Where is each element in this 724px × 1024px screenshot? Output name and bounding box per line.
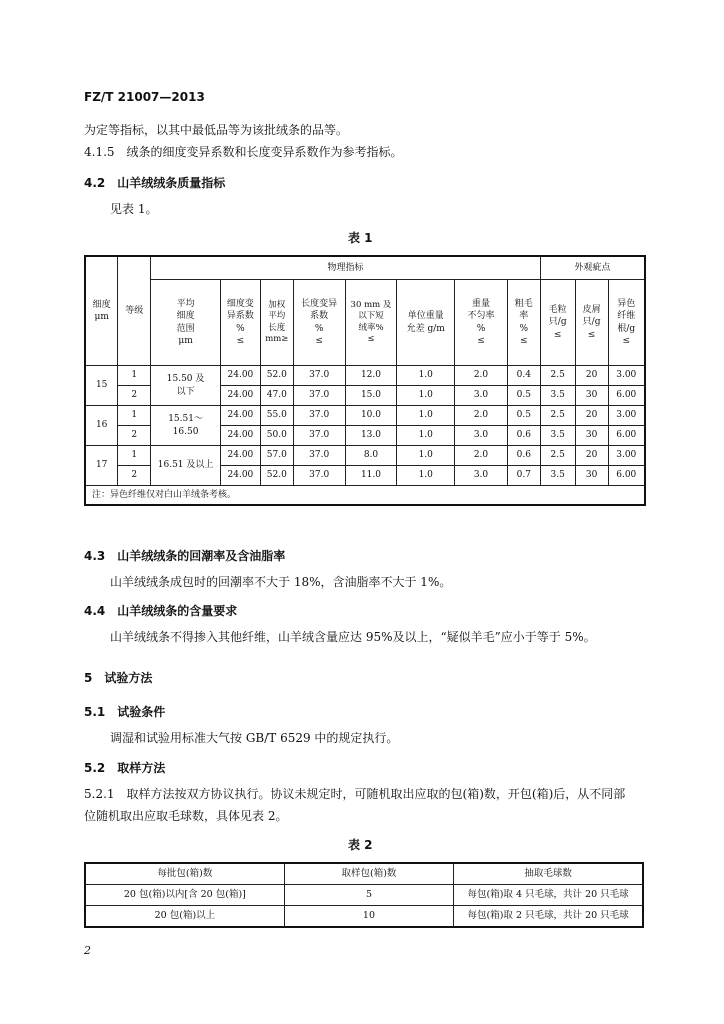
value-cell: 24.00 (220, 386, 260, 406)
value-cell: 2.5 (540, 446, 575, 466)
header-neps: 毛粒 只/g ≤ (540, 280, 575, 366)
paragraph-continuation: 为定等指标，以其中最低品等为该批绒条的品等。 (84, 123, 349, 137)
header-weight-unevenness: 重量 不匀率 % ≤ (455, 280, 508, 366)
value-cell: 52.0 (260, 466, 293, 486)
table2-cell: 每包(箱)取 4 只毛球，共计 20 只毛球 (454, 885, 643, 906)
value-cell: 3.0 (455, 386, 508, 406)
value-cell: 57.0 (260, 446, 293, 466)
value-cell: 1.0 (397, 406, 455, 426)
standard-code: FZ/T 21007—2013 (84, 90, 205, 104)
value-cell: 3.5 (540, 426, 575, 446)
value-cell: 24.00 (220, 406, 260, 426)
value-cell: 6.00 (608, 426, 645, 446)
value-cell: 10.0 (345, 406, 397, 426)
header-grade: 等级 (118, 256, 151, 366)
value-cell: 37.0 (293, 426, 345, 446)
value-cell: 1.0 (397, 366, 455, 386)
value-cell: 1.0 (397, 386, 455, 406)
clause-4-4-title: 4.4 山羊绒绒条的含量要求 (84, 604, 238, 618)
grade-cell: 1 (118, 446, 151, 466)
value-cell: 24.00 (220, 466, 260, 486)
table-2 (84, 862, 644, 928)
fineness-range-cell: 15.51～ 16.50 (151, 406, 221, 446)
value-cell: 3.5 (540, 386, 575, 406)
value-cell: 37.0 (293, 366, 345, 386)
value-cell: 1.0 (397, 426, 455, 446)
table2-cell: 每包(箱)取 2 只毛球，共计 20 只毛球 (454, 906, 643, 928)
grade-cell: 1 (118, 406, 151, 426)
value-cell: 1.0 (397, 446, 455, 466)
clause-5-2-1-line2: 位随机取出应取毛球数，具体见表 2。 (84, 809, 288, 823)
section-5-title: 5 试验方法 (84, 671, 153, 685)
value-cell: 2.0 (455, 446, 508, 466)
table2-cell: 10 (284, 906, 453, 928)
grade-cell: 1 (118, 366, 151, 386)
table2-caption: 表 2 (348, 838, 373, 852)
page-number: 2 (84, 944, 91, 957)
value-cell: 47.0 (260, 386, 293, 406)
value-cell: 6.00 (608, 466, 645, 486)
header-appearance-defects: 外观疵点 (540, 256, 645, 280)
value-cell: 0.4 (507, 366, 540, 386)
value-cell: 3.00 (608, 406, 645, 426)
clause-4-3-body: 山羊绒绒条成包时的回潮率不大于 18%，含油脂率不大于 1%。 (110, 575, 452, 589)
fineness-group-label: 16 (85, 406, 118, 446)
header-physical-indicators: 物理指标 (151, 256, 541, 280)
value-cell: 55.0 (260, 406, 293, 426)
value-cell: 0.5 (507, 406, 540, 426)
value-cell: 50.0 (260, 426, 293, 446)
value-cell: 8.0 (345, 446, 397, 466)
value-cell: 24.00 (220, 426, 260, 446)
clause-4-2-title: 4.2 山羊绒绒条质量指标 (84, 176, 226, 190)
header-unit-weight-tolerance: 单位重量 允差 g/m (397, 280, 455, 366)
value-cell: 20 (575, 366, 608, 386)
clause-4-1-5: 4.1.5 绒条的细度变异系数和长度变异系数作为参考指标。 (84, 145, 403, 159)
clause-5-1-body: 调湿和试验用标准大气按 GB/T 6529 中的规定执行。 (110, 731, 399, 745)
clause-4-4-body: 山羊绒绒条不得掺入其他纤维，山羊绒含量应达 95%及以上，“疑似羊毛”应小于等于 5%。 (110, 630, 596, 644)
value-cell: 15.0 (345, 386, 397, 406)
header-weighted-length: 加权 平均 长度 mm≥ (260, 280, 293, 366)
value-cell: 20 (575, 406, 608, 426)
value-cell: 2.5 (540, 366, 575, 386)
value-cell: 52.0 (260, 366, 293, 386)
value-cell: 11.0 (345, 466, 397, 486)
value-cell: 3.0 (455, 426, 508, 446)
value-cell: 30 (575, 466, 608, 486)
value-cell: 20 (575, 446, 608, 466)
header-avg-fineness: 平均 细度 范围 μm (151, 280, 221, 366)
table2-cell: 20 包(箱)以上 (85, 906, 284, 928)
table2-header-batch-count: 每批包(箱)数 (85, 863, 284, 885)
value-cell: 3.5 (540, 466, 575, 486)
header-skin-flakes: 皮屑 只/g ≤ (575, 280, 608, 366)
value-cell: 2.0 (455, 366, 508, 386)
grade-cell: 2 (118, 386, 151, 406)
header-fineness-cv: 细度变 异系数 % ≤ (220, 280, 260, 366)
fineness-group-label: 15 (85, 366, 118, 406)
fineness-group-label: 17 (85, 446, 118, 486)
value-cell: 37.0 (293, 466, 345, 486)
clause-4-2-body: 见表 1。 (110, 202, 158, 216)
value-cell: 0.5 (507, 386, 540, 406)
table2-header-top-count: 抽取毛球数 (454, 863, 643, 885)
table2-header-sample-count: 取样包(箱)数 (284, 863, 453, 885)
fineness-range-cell: 15.50 及 以下 (151, 366, 221, 406)
value-cell: 12.0 (345, 366, 397, 386)
value-cell: 37.0 (293, 406, 345, 426)
value-cell: 3.00 (608, 366, 645, 386)
value-cell: 6.00 (608, 386, 645, 406)
fineness-range-cell: 16.51 及以上 (151, 446, 221, 486)
value-cell: 3.0 (455, 466, 508, 486)
clause-5-1-title: 5.1 试验条件 (84, 705, 166, 719)
value-cell: 13.0 (345, 426, 397, 446)
table1-note: 注：异色纤维仅对白山羊绒条考核。 (85, 486, 645, 506)
header-fineness: 细度 μm (85, 256, 118, 366)
table-1 (84, 255, 646, 506)
value-cell: 24.00 (220, 366, 260, 386)
table1-caption: 表 1 (348, 231, 373, 245)
header-colored-fiber: 异色 纤维 根/g ≤ (608, 280, 645, 366)
value-cell: 37.0 (293, 446, 345, 466)
value-cell: 0.6 (507, 426, 540, 446)
header-short-fiber-rate: 30 mm 及 以下短 绒率% ≤ (345, 280, 397, 366)
value-cell: 37.0 (293, 386, 345, 406)
value-cell: 30 (575, 426, 608, 446)
value-cell: 30 (575, 386, 608, 406)
table2-cell: 20 包(箱)以内[含 20 包(箱)] (85, 885, 284, 906)
header-length-cv: 长度变异 系数 % ≤ (293, 280, 345, 366)
value-cell: 2.5 (540, 406, 575, 426)
clause-4-3-title: 4.3 山羊绒绒条的回潮率及含油脂率 (84, 549, 286, 563)
clause-5-2-1-line1: 5.2.1 取样方法按双方协议执行。协议未规定时，可随机取出应取的包(箱)数，开包(箱)后，从不同部 (84, 787, 626, 801)
header-coarse-hair-rate: 粗毛 率 % ≤ (507, 280, 540, 366)
table2-cell: 5 (284, 885, 453, 906)
grade-cell: 2 (118, 426, 151, 446)
grade-cell: 2 (118, 466, 151, 486)
value-cell: 0.6 (507, 446, 540, 466)
value-cell: 0.7 (507, 466, 540, 486)
clause-5-2-title: 5.2 取样方法 (84, 761, 166, 775)
value-cell: 3.00 (608, 446, 645, 466)
value-cell: 24.00 (220, 446, 260, 466)
value-cell: 1.0 (397, 466, 455, 486)
value-cell: 2.0 (455, 406, 508, 426)
